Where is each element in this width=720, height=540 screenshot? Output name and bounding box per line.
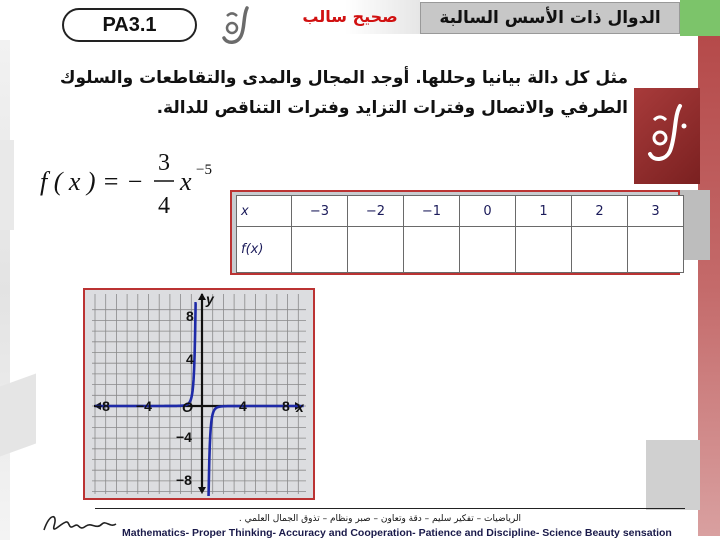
x-tick-label: 8 (282, 398, 290, 414)
value-table (236, 195, 684, 273)
function-formula (40, 145, 230, 220)
formula-exponent: −5 (196, 162, 212, 178)
footer-english-motto: Mathematics- Proper Thinking- Accuracy and Cooperation- Patience and Discipline- Science Beauty sensation (122, 527, 672, 539)
graph-axes (94, 293, 302, 494)
iqra-logo-icon (215, 4, 263, 48)
table-cell-x: −2 (348, 196, 404, 227)
footer-divider (95, 508, 685, 509)
question-line-2: الطرفي والاتصال وفترات التزايد وفترات التناقص للدالة. (156, 98, 628, 118)
table-cell-fx[interactable] (348, 227, 404, 273)
formula-denominator: 4 (158, 193, 170, 219)
left-decorative-shape (0, 140, 14, 230)
y-tick-label: 4 (186, 351, 194, 367)
table-cell-fx[interactable] (516, 227, 572, 273)
table-cell-fx[interactable] (572, 227, 628, 273)
graph-grid (92, 294, 306, 494)
formula-numerator: 3 (158, 150, 170, 176)
page-title: الدوال ذات الأسس السالبة (439, 8, 661, 28)
x-tick-label: −8 (94, 398, 110, 414)
table-cell-x: −1 (404, 196, 460, 227)
table-header-x: x (237, 196, 292, 227)
right-decorative-shape (680, 190, 710, 260)
x-axis-label: x (296, 399, 304, 415)
table-cell-x: 0 (460, 196, 516, 227)
formula-base: x (180, 167, 192, 196)
y-axis-arrow-down (198, 487, 206, 494)
table-cell-x: 1 (516, 196, 572, 227)
formula-lhs: f ( x ) = − (40, 167, 144, 196)
left-decorative-bar (0, 40, 10, 540)
x-tick-label: 4 (239, 398, 247, 414)
page-subtitle: صحيح سالب (302, 7, 398, 26)
iqra-logo-icon (640, 96, 696, 176)
y-tick-label: 8 (186, 308, 194, 324)
signature-icon (40, 510, 120, 538)
table-cell-x: −3 (292, 196, 348, 227)
y-axis-arrow-up (198, 293, 206, 300)
curve-left-branch (95, 303, 197, 406)
table-row-fx (237, 227, 684, 273)
graph-tick-labels (94, 292, 305, 488)
y-tick-label: −4 (176, 429, 192, 445)
origin-label: O (182, 399, 193, 415)
table-cell-fx[interactable] (404, 227, 460, 273)
y-axis-label: y (206, 292, 214, 307)
x-tick-label: −4 (136, 398, 152, 414)
table-row-x (237, 196, 684, 227)
table-header-fx: f(x) (237, 227, 292, 273)
lesson-code: PA3.1 (102, 14, 157, 36)
table-cell-fx[interactable] (460, 227, 516, 273)
footer-arabic-motto: الرياضيات – تفكير سليم – دقة وتعاون – صبر ونظام – تذوق الجمال العلمي . (238, 514, 522, 524)
function-graph (90, 292, 310, 496)
table-cell-fx[interactable] (628, 227, 684, 273)
y-tick-label: −8 (176, 472, 192, 488)
table-cell-x: 2 (572, 196, 628, 227)
right-decorative-bar (698, 36, 720, 536)
right-decorative-shape (646, 440, 700, 510)
question-line-1: مثل كل دالة بيانيا وحللها. أوجد المجال والمدى والتقاطعات والسلوك (59, 68, 628, 88)
left-decorative-shape (0, 373, 36, 456)
table-cell-x: 3 (628, 196, 684, 227)
accent-strip (680, 0, 720, 36)
table-cell-fx[interactable] (292, 227, 348, 273)
